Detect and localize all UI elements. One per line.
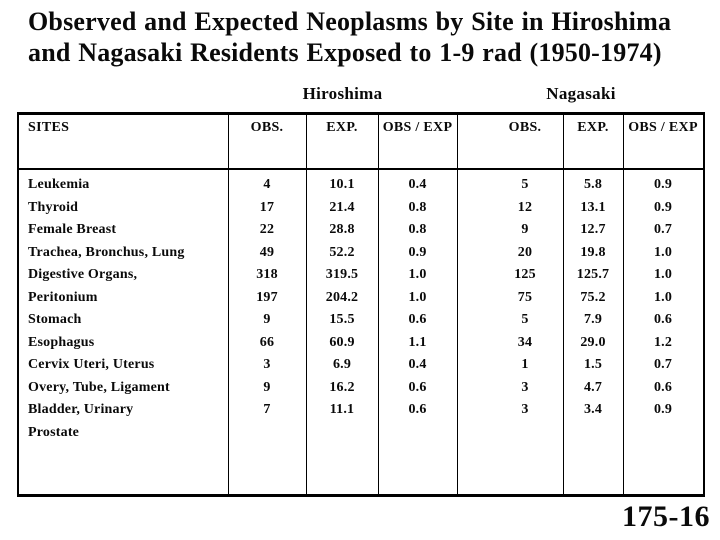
nagasaki-exp-cell: 13.1 [580, 199, 606, 215]
neoplasm-table [17, 112, 705, 497]
nagasaki-ratio-cell: 0.9 [653, 177, 673, 192]
hiroshima-ratio-cell: 0.8 [408, 199, 427, 215]
site-cell: Female Breast [28, 222, 117, 238]
hiroshima-exp-cell: 319.5 [325, 267, 359, 283]
table-row [19, 309, 703, 332]
nagasaki-obs-cell [457, 422, 563, 445]
site-cell: Peritonium [28, 289, 98, 305]
hiroshima-ratio-cell [378, 422, 457, 445]
hiroshima-ratio-cell: 0.4 [408, 357, 427, 373]
table-row [19, 197, 703, 220]
table-row [19, 377, 703, 400]
hiroshima-ratio-cell: 1.0 [408, 267, 427, 283]
nagasaki-ratio-cell: 0.6 [653, 379, 673, 395]
nagasaki-ratio-cell: 0.9 [653, 402, 673, 418]
table-row [19, 219, 703, 242]
hiroshima-obs-cell: 22 [259, 222, 275, 238]
hiroshima-ratio-cell: 0.6 [408, 402, 427, 418]
hiroshima-ratio-cell: 0.4 [408, 177, 427, 192]
hiroshima-obs-cell: 49 [259, 244, 275, 260]
hiroshima-exp-cell: 21.4 [329, 199, 355, 215]
nagasaki-exp-cell: 1.5 [583, 357, 603, 373]
column-header-hiroshima-obs: OBS. [250, 120, 284, 135]
hiroshima-exp-cell [306, 422, 378, 445]
title-line-1: Observed and Expected Neoplasms by Site in Hiroshima [28, 7, 672, 36]
nagasaki-exp-cell: 5.8 [583, 177, 603, 192]
table-row [19, 399, 703, 422]
hiroshima-exp-cell: 10.1 [329, 177, 355, 192]
column-header-hiroshima-ratio: OBS / EXP [382, 120, 453, 135]
city-header-nagasaki: Nagasaki [546, 84, 616, 103]
nagasaki-obs-cell: 3 [521, 402, 529, 418]
site-cell: Thyroid [28, 199, 79, 215]
nagasaki-ratio-cell: 0.7 [653, 357, 673, 373]
site-cell: Esophagus [28, 334, 95, 350]
hiroshima-ratio-cell: 0.6 [408, 312, 427, 328]
nagasaki-obs-cell: 5 [521, 312, 529, 328]
nagasaki-obs-cell: 1 [521, 357, 529, 373]
hiroshima-obs-cell: 3 [263, 357, 271, 373]
hiroshima-obs-cell: 17 [259, 199, 275, 215]
table-row [19, 287, 703, 310]
nagasaki-exp-cell [563, 422, 623, 445]
column-header-nagasaki-obs: OBS. [508, 120, 542, 135]
hiroshima-ratio-cell: 0.9 [408, 244, 427, 260]
nagasaki-exp-cell: 12.7 [580, 222, 606, 238]
nagasaki-ratio-cell: 0.9 [653, 199, 673, 215]
slide-title [28, 6, 698, 68]
table-row [19, 264, 703, 287]
nagasaki-obs-cell: 75 [517, 289, 533, 305]
hiroshima-exp-cell: 11.1 [329, 402, 355, 418]
hiroshima-obs-cell [228, 422, 306, 445]
nagasaki-ratio-cell: 1.0 [653, 289, 673, 305]
hiroshima-obs-cell: 7 [263, 402, 271, 418]
nagasaki-ratio-cell: 0.7 [653, 222, 673, 238]
hiroshima-ratio-cell: 0.8 [408, 222, 427, 238]
hiroshima-exp-cell: 16.2 [329, 379, 355, 395]
hiroshima-exp-cell: 6.9 [332, 357, 352, 373]
table-row [19, 174, 703, 197]
site-cell: Cervix Uteri, Uterus [28, 357, 155, 373]
site-cell: Prostate [28, 425, 80, 441]
column-header-hiroshima-exp: EXP. [326, 120, 358, 135]
page-number: 175-16 [622, 500, 710, 533]
nagasaki-obs-cell: 34 [517, 334, 533, 350]
hiroshima-obs-cell: 4 [263, 177, 271, 192]
table-body [19, 174, 703, 445]
table-header-row [19, 115, 703, 170]
site-cell: Leukemia [28, 177, 90, 192]
nagasaki-ratio-cell: 1.2 [653, 334, 673, 350]
site-cell: Bladder, Urinary [28, 402, 134, 418]
nagasaki-exp-cell: 29.0 [580, 334, 606, 350]
nagasaki-exp-cell: 19.8 [580, 244, 606, 260]
hiroshima-exp-cell: 60.9 [329, 334, 355, 350]
nagasaki-obs-cell: 20 [517, 244, 533, 260]
hiroshima-ratio-cell: 1.0 [408, 289, 427, 305]
site-cell: Trachea, Bronchus, Lung [28, 244, 185, 260]
nagasaki-ratio-cell [623, 422, 703, 445]
site-cell: Digestive Organs, [28, 267, 138, 283]
column-header-sites: SITES [28, 120, 70, 135]
nagasaki-exp-cell: 4.7 [583, 379, 603, 395]
nagasaki-obs-cell: 5 [521, 177, 529, 192]
hiroshima-obs-cell: 66 [259, 334, 275, 350]
table-row [19, 422, 703, 445]
site-cell: Stomach [28, 312, 82, 328]
hiroshima-exp-cell: 204.2 [325, 289, 359, 305]
table-row [19, 354, 703, 377]
city-header-hiroshima: Hiroshima [302, 84, 383, 103]
hiroshima-ratio-cell: 1.1 [408, 334, 427, 350]
nagasaki-exp-cell: 125.7 [576, 267, 610, 283]
hiroshima-ratio-cell: 0.6 [408, 379, 427, 395]
hiroshima-obs-cell: 9 [263, 379, 271, 395]
nagasaki-ratio-cell: 0.6 [653, 312, 673, 328]
nagasaki-obs-cell: 9 [521, 222, 529, 238]
nagasaki-obs-cell: 12 [517, 199, 533, 215]
hiroshima-obs-cell: 197 [256, 289, 278, 305]
hiroshima-obs-cell: 318 [256, 267, 278, 283]
hiroshima-exp-cell: 52.2 [329, 244, 355, 260]
hiroshima-exp-cell: 15.5 [329, 312, 355, 328]
nagasaki-ratio-cell: 1.0 [653, 244, 673, 260]
column-header-nagasaki-exp: EXP. [577, 120, 609, 135]
nagasaki-exp-cell: 7.9 [583, 312, 603, 328]
nagasaki-ratio-cell: 1.0 [653, 267, 673, 283]
nagasaki-obs-cell: 3 [521, 379, 529, 395]
nagasaki-exp-cell: 3.4 [583, 402, 603, 418]
table-row [19, 332, 703, 355]
site-cell: Overy, Tube, Ligament [28, 379, 170, 395]
nagasaki-obs-cell: 125 [514, 267, 536, 283]
title-line-2: and Nagasaki Residents Exposed to 1-9 rad (1950-1974) [28, 38, 662, 67]
hiroshima-obs-cell: 9 [263, 312, 271, 328]
column-header-nagasaki-ratio: OBS / EXP [628, 120, 698, 135]
table-row [19, 242, 703, 265]
nagasaki-exp-cell: 75.2 [580, 289, 606, 305]
hiroshima-exp-cell: 28.8 [329, 222, 355, 238]
